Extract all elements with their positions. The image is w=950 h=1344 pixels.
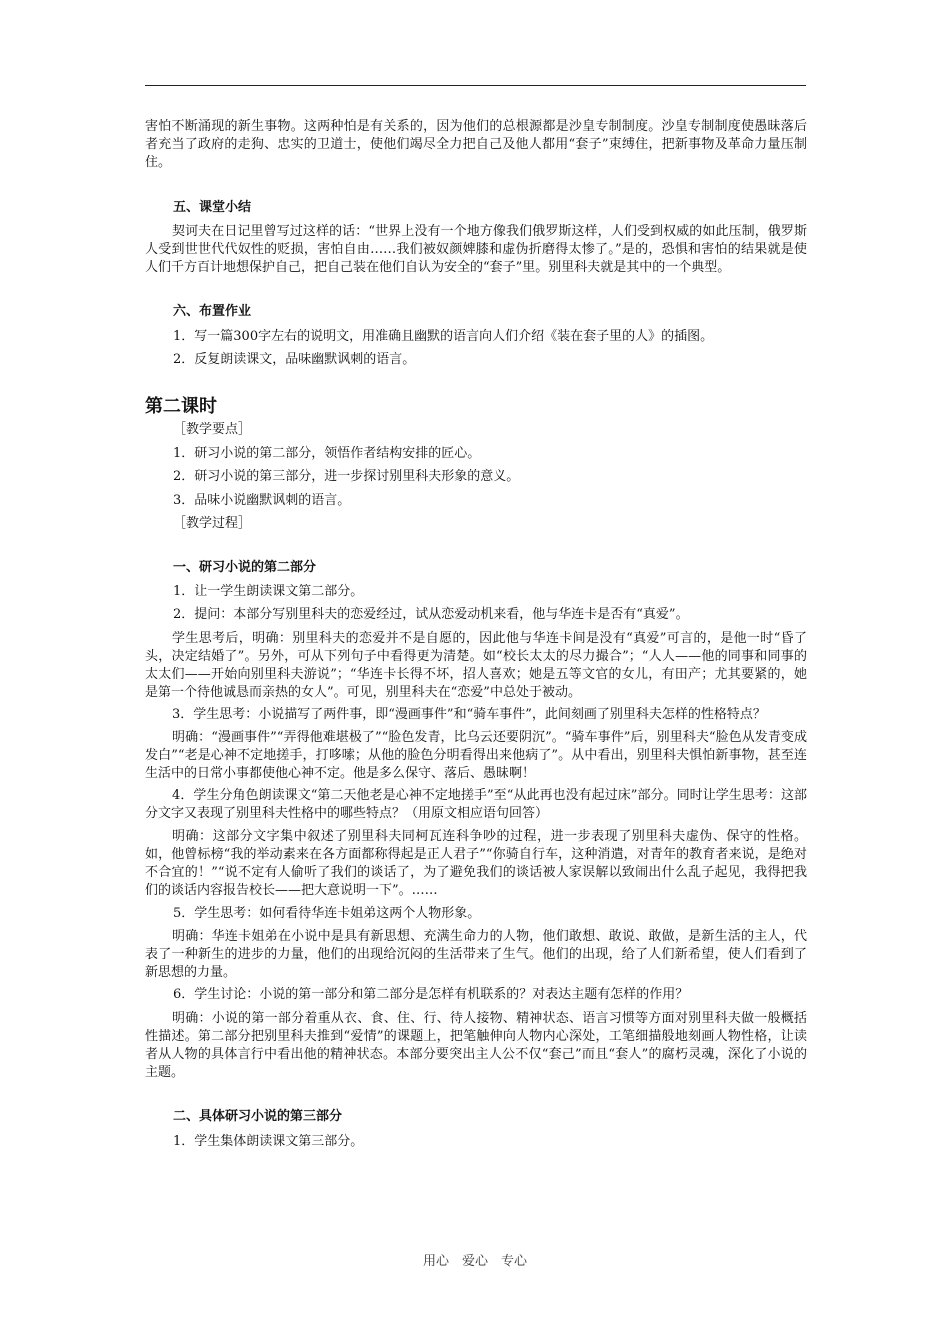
paragraph: 明确：华连卡姐弟在小说中是具有新思想、充满生命力的人物，他们敢想、敢说、敢做，是新生活的主人，代表了一种新生的进步的力量，他们的出现给沉闷的生活带来了生气。他们的出现，给了人们新希望，使人们看到了新思想的力量。	[145, 928, 807, 981]
page-footer: 用心 爱心 专心	[422, 1254, 527, 1269]
list-item: 2．研习小说的第三部分，进一步探讨别里科夫形象的意义。	[173, 469, 520, 485]
paragraph: 3．学生思考：小说描写了两件事，即“漫画事件”和“骑车事件”，此间刻画了别里科夫怎样的性格特点？	[172, 707, 766, 723]
heading-summary: 五、课堂小结	[173, 199, 252, 215]
list-item: 2．提问：本部分写别里科夫的恋爱经过，试从恋爱动机来看，他与华连卡是否有“真爱”。	[173, 607, 689, 623]
list-item: 5．学生思考：如何看待华连卡姐弟这两个人物形象。	[173, 905, 481, 921]
header-rule	[145, 85, 806, 86]
paragraph: 害怕不断涌现的新生事物。这两种怕是有关系的，因为他们的总根源都是沙皇专制制度。沙皇专制制度使愚昧落后者充当了政府的走狗、忠实的卫道士，使他们竭尽全力把自己及他人都用“套子”束缚住，把新事物及革命力量压制住。	[145, 119, 807, 171]
paragraph: 明确：“漫画事件”“弄得他难堪极了”“脸色发青，比乌云还要阴沉”。“骑车事件”后，别里科夫“脸色从发青变成发白”“老是心神不定地搓手，打哆嗦；从他的脸色分明看得出来他病了”。从中看出，别里科夫惧怕新事物，甚至连生活中的日常小事都使他心神不定。他是多么保守、落后、愚昧啊！	[145, 729, 807, 782]
paragraph: 明确：小说的第一部分着重从衣、食、住、行、待人接物、精神状态、语言习惯等方面对别里科夫做一般概括性描述。第二部分把别里科夫推到“爱情”的课题上，把笔触伸向人物内心深处，工笔细描般地刻画人物性格，让读者从人物的具体言行中看出他的精神状态。本部分要突出主人公不仅“套己”而且“套人”的腐朽灵魂，深化了小说的主题。	[145, 1010, 807, 1081]
paragraph: 学生思考后，明确：别里科夫的恋爱并不是自愿的，因此他与华连卡间是没有“真爱”可言的，是他一时“昏了头，决定结婚了”。另外，可从下列句子中看得更为清楚。如“校长太太的尽力撮合”；“人人——他的同事和同事的太太们——开始向别里科夫游说”；“华连卡长得不坏，招人喜欢；她是五等文官的女儿，有田产；尤其要紧的，她是第一个待他诚恳而亲热的女人”。可见，别里科夫在“恋爱”中总处于被动。	[145, 630, 807, 701]
list-item: 6．学生讨论：小说的第一部分和第二部分是怎样有机联系的？对表达主题有怎样的作用？	[173, 987, 689, 1003]
list-item: 1．让一学生朗读课文第二部分。	[173, 584, 364, 600]
heading-part-three: 二、具体研习小说的第三部分	[173, 1109, 343, 1125]
section-title: 第二课时	[145, 396, 217, 418]
list-item: 2．反复朗读课文，品味幽默讽刺的语言。	[173, 351, 416, 367]
paragraph: 明确：这部分文字集中叙述了别里科夫同柯瓦连科争吵的过程，进一步表现了别里科夫虚伪、保守的性格。如，他曾标榜“我的举动素来在各方面都称得起是正人君子”“你骑自行车，这种消遣，对青年的教育者来说，是绝对不合宜的！”“说不定有人偷听了我们的谈话了，为了避免我们的谈话被人家误解以致闹出什么乱子起见，我得把我们的谈话内容报告校长——把大意说明一下”。……	[145, 828, 807, 899]
list-item: 1．写一篇300字左右的说明文，用准确且幽默的语言向人们介绍《装在套子里的人》的插图。	[173, 328, 714, 344]
subheading-points: ［教学要点］	[173, 422, 252, 438]
list-item: 3．品味小说幽默讽刺的语言。	[173, 492, 351, 508]
paragraph: 4．学生分角色朗读课文“第二天他老是心神不定地搓手”至“从此再也没有起过床”部分。同时让学生思考：这部分文字又表现了别里科夫性格中的哪些特点？（用原文相应语句回答）	[145, 788, 807, 822]
heading-homework: 六、布置作业	[173, 304, 252, 320]
document-body	[145, 118, 807, 1156]
list-item: 1．学生集体朗读课文第三部分。	[173, 1133, 364, 1149]
heading-part-two: 一、研习小说的第二部分	[173, 560, 317, 576]
subheading-process: ［教学过程］	[173, 515, 252, 531]
paragraph: 契诃夫在日记里曾写过这样的话：“世界上没有一个地方像我们俄罗斯这样，人们受到权威的如此压制，俄罗斯人受到世世代代奴性的贬损，害怕自由……我们被奴颜婢膝和虚伪折磨得太惨了。”是的，恐惧和害怕的结果就是使人们千方百计地想保护自己，把自己装在他们自认为安全的“套子”里。别里科夫就是其中的一个典型。	[145, 223, 807, 276]
list-item: 1．研习小说的第二部分，领悟作者结构安排的匠心。	[173, 446, 481, 462]
